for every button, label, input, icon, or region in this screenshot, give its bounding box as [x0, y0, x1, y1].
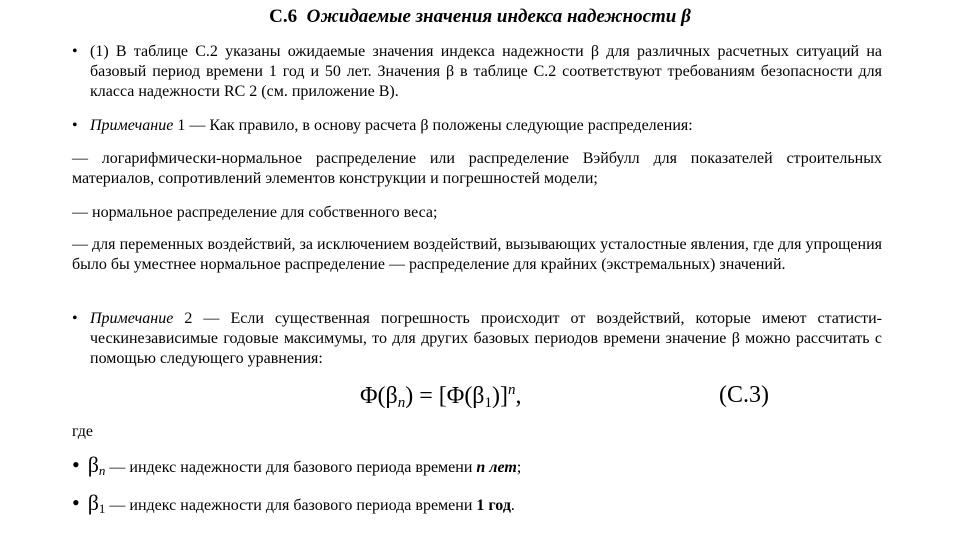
- definition-beta-n: [72, 452, 521, 479]
- note-1-text: 1 — Как правило, в основу расчета β положены следующие распределения:: [173, 117, 693, 134]
- note-1: [72, 116, 882, 136]
- section-title: [0, 6, 960, 28]
- note-2: [72, 309, 882, 369]
- bullet-icon: •: [72, 117, 78, 134]
- definition-desc: — индекс надежности для базового периода времени n лет;: [105, 459, 522, 476]
- definition-desc: — индекс надежности для базового периода времени 1 год.: [105, 497, 515, 514]
- formula-rhs: )]: [492, 383, 508, 409]
- beta-symbol: $\beta_1$: [87, 490, 106, 516]
- formula-c3: [360, 382, 522, 412]
- formula-end: ,: [515, 383, 522, 409]
- formula-mid: ) = [Φ(β: [405, 383, 485, 409]
- beta-sub-n: n: [98, 463, 106, 478]
- beta-symbol: $\beta_n$: [87, 452, 106, 478]
- where-label: где: [72, 423, 94, 440]
- bullet-icon: •: [72, 43, 78, 60]
- bullet-icon: •: [72, 452, 80, 477]
- note-2-label: Примечание: [90, 310, 174, 327]
- distribution-3: — для переменных воздействий, за исключением воздействий, вызывающих усталостные явления, где для упрощения было бы уместнее нормальное распределение — распределение для крайних (экстремальных) значений.: [72, 236, 882, 273]
- distribution-2: — нормальное распределение для собственного веса;: [72, 204, 438, 221]
- formula-rhs-sup: n: [508, 382, 516, 398]
- formula-number: (С.3): [719, 382, 769, 408]
- formula-mid-sub: 1: [484, 395, 493, 411]
- definition-beta-1: [72, 490, 515, 517]
- bullet-icon: •: [72, 490, 80, 515]
- formula-lhs: Φ(β: [360, 383, 398, 409]
- bullet-icon: •: [72, 310, 78, 327]
- distribution-1: — логарифмически-нормальное распределение или распределение Вэйбулл для показателей строительных материалов, сопротивлений элементов конструкции и погрешностей модели;: [72, 150, 882, 187]
- clause-1: [72, 42, 882, 102]
- section-number: C.6: [269, 6, 298, 27]
- formula-lhs-sub: n: [397, 395, 406, 411]
- clause-1-text: (1) В таблице С.2 указаны ожидаемые значения индекса надежности β для различных расчетных ситуаций на базовый период времени 1 год и 50 лет. Значения β в таблице С.2 соответствуют требованиям безопасности для класса надежности RC 2 (см. приложение В).: [90, 43, 882, 100]
- note-2-text: 2 — Если существенная погрешность происходит от воздействий, которые имеют статисти-ческинезависимые годовые максимумы, то для других базовых периодов времени значение β можно рассчитать с помощью следующего уравнения:: [90, 310, 882, 367]
- note-1-label: Примечание: [90, 117, 174, 134]
- section-title-text: Ожидаемые значения индекса надежности β: [306, 6, 691, 27]
- beta-sub-1: 1: [98, 501, 106, 516]
